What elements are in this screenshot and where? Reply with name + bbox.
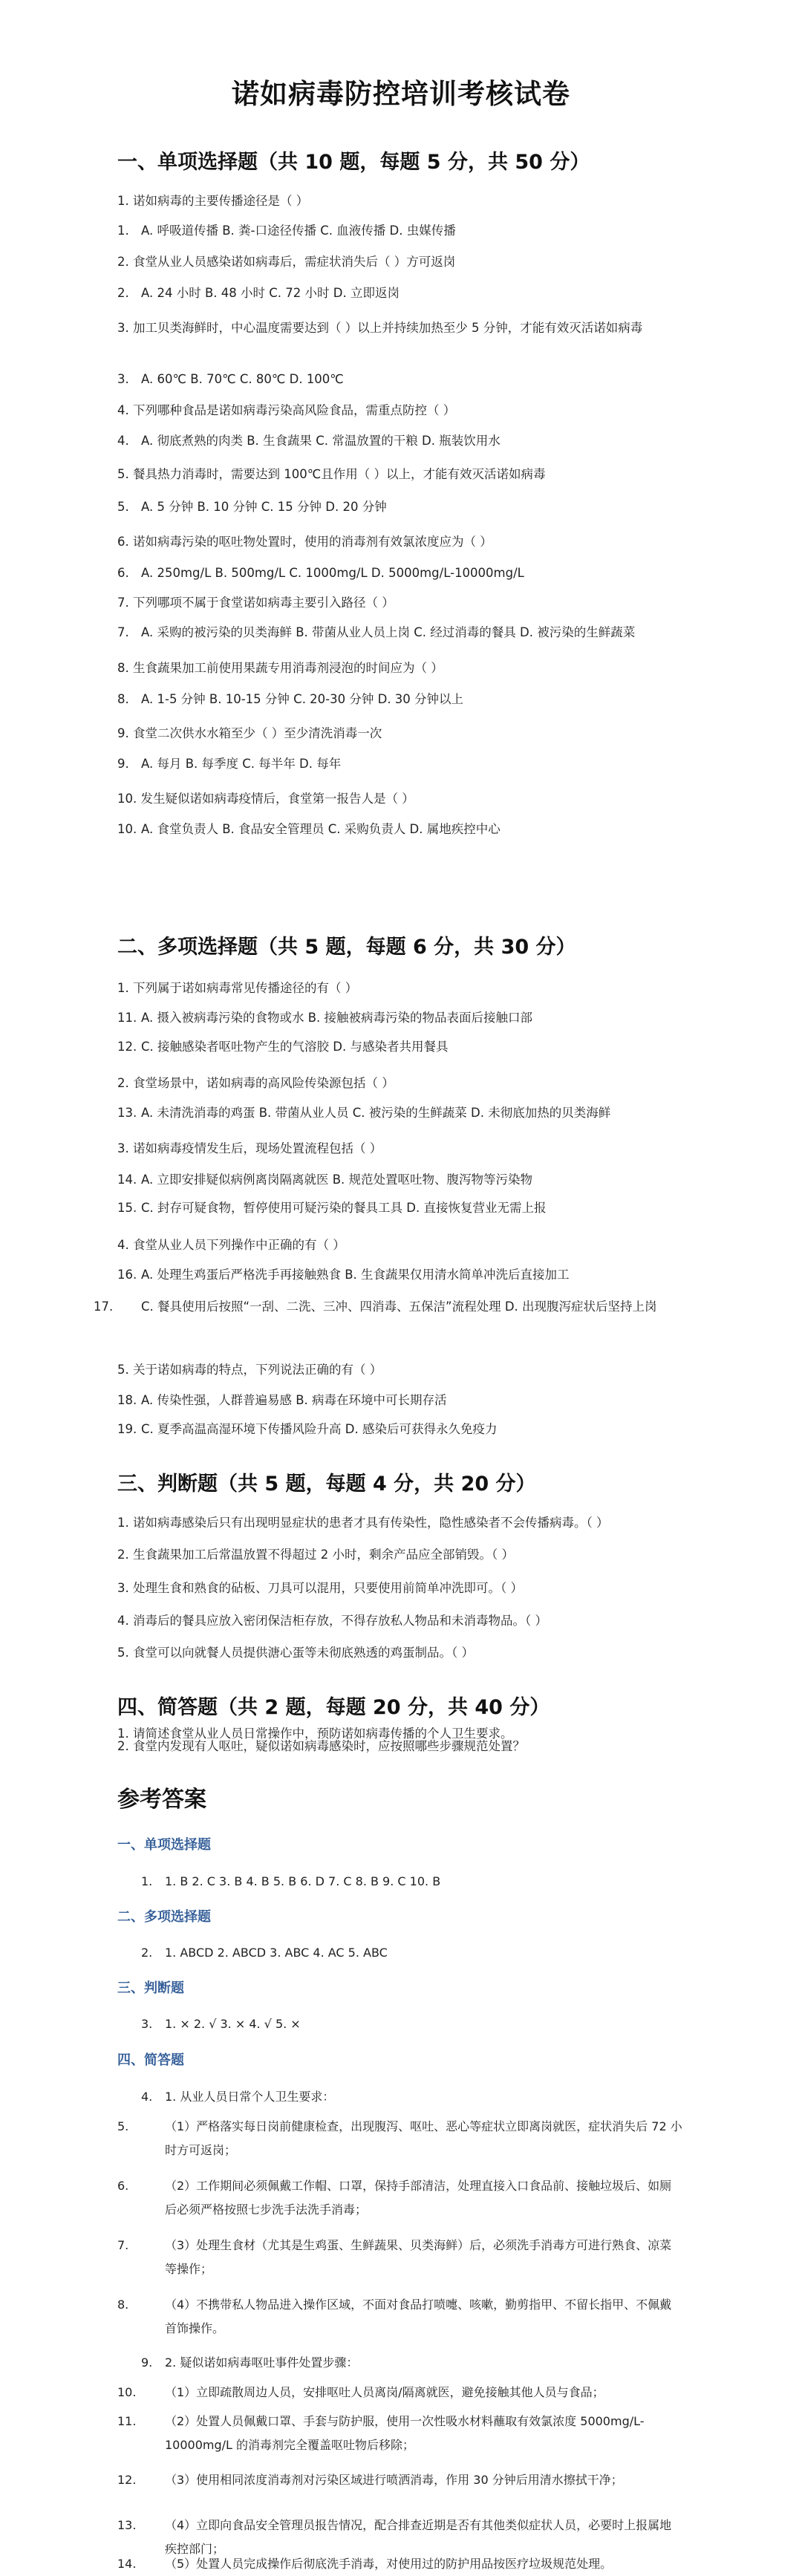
answer-line: 3. 1. × 2. √ 3. × 4. √ 5. × xyxy=(141,2017,301,2031)
question-options: 2. A. 24 小时 B. 48 小时 C. 72 小时 D. 立即返岗 xyxy=(117,286,400,300)
section-true-false-heading: 三、判断题（共 5 题，每题 4 分，共 20 分） xyxy=(117,1473,536,1496)
question: 1. 下列属于诺如病毒常见传播途径的有（ ） xyxy=(117,981,358,995)
answer-line: 1. 1. B 2. C 3. B 4. B 5. B 6. D 7. C 8. B 9. C 10. B xyxy=(141,1874,441,1888)
question-options: 14. A. 立即安排疑似病例离岗隔离就医 B. 规范处置呕吐物、腹泻物等污染物 xyxy=(117,1173,533,1187)
answer-line: 12. （3）使用相同浓度消毒剂对污染区域进行喷洒消毒，作用 30 分钟后用清水擦拭干净； xyxy=(117,2473,623,2487)
question-options: 13. A. 未清洗消毒的鸡蛋 B. 带菌从业人员 C. 被污染的生鲜蔬菜 D. 未彻底加热的贝类海鲜 xyxy=(117,1106,611,1120)
statement: 5. 食堂可以向就餐人员提供溏心蛋等未彻底熟透的鸡蛋制品。（ ） xyxy=(117,1646,474,1660)
question-options: 5. A. 5 分钟 B. 10 分钟 C. 15 分钟 D. 20 分钟 xyxy=(117,500,387,514)
document-title: 诺如病毒防控培训考核试卷 xyxy=(232,78,570,110)
question-options: 1. A. 呼吸道传播 B. 粪-口途径传播 C. 血液传播 D. 虫媒传播 xyxy=(117,224,456,238)
question: 7. 下列哪项不属于食堂诺如病毒主要引入路径（ ） xyxy=(117,596,394,610)
question-options: 7. A. 采购的被污染的贝类海鲜 B. 带菌从业人员上岗 C. 经过消毒的餐具 D. 被污染的生鲜蔬菜 xyxy=(117,625,636,639)
short-question: 1. 请简述食堂从业人员日常操作中，预防诺如病毒传播的个人卫生要求。 xyxy=(117,1726,513,1741)
answer-line: 11. （2）处置人员佩戴口罩、手套与防护服，使用一次性吸水材料蘸取有效氯浓度 5000mg/L-10000mg/L 的消毒剂完全覆盖呕吐物后移除； xyxy=(117,2414,645,2452)
question: 3. 加工贝类海鲜时，中心温度需要达到（ ）以上并持续加热至少 5 分钟，才能有效灭活诺如病毒 xyxy=(117,321,643,335)
question-options: 16. A. 处理生鸡蛋后严格洗手再接触熟食 B. 生食蔬果仅用清水简单冲洗后直接加工 xyxy=(117,1268,570,1282)
question: 4. 下列哪种食品是诺如病毒污染高风险食品，需重点防控（ ） xyxy=(117,403,456,417)
answers-judge-heading: 三、判断题 xyxy=(117,1980,184,1996)
question: 5. 餐具热力消毒时，需要达到 100℃且作用（ ）以上，才能有效灭活诺如病毒 xyxy=(117,467,546,481)
question: 2. 食堂场景中，诺如病毒的高风险传染源包括（ ） xyxy=(117,1076,394,1090)
answer-line: 5. （1）严格落实每日岗前健康检查，出现腹泻、呕吐、恶心等症状立即离岗就医，症状消失后 72 小时方可返岗； xyxy=(117,2119,682,2157)
question: 4. 食堂从业人员下列操作中正确的有（ ） xyxy=(117,1238,345,1252)
section-short-answer-heading: 四、简答题（共 2 题，每题 20 分，共 40 分） xyxy=(117,1696,550,1719)
question-options: 10. A. 食堂负责人 B. 食品安全管理员 C. 采购负责人 D. 属地疾控中心 xyxy=(117,822,501,836)
answer-line: 6. （2）工作期间必须佩戴工作帽、口罩，保持手部清洁，处理直接入口食品前、接触垃圾后、如厕后必须严格按照七步洗手法洗手消毒； xyxy=(117,2179,672,2217)
question: 2. 食堂从业人员感染诺如病毒后，需症状消失后（ ）方可返岗 xyxy=(117,255,456,269)
answer-line: 4. 1. 从业人员日常个人卫生要求： xyxy=(141,2090,335,2104)
answer-line: 13. （4）立即向食品安全管理员报告情况，配合排查近期是否有其他类似症状人员，必要时上报属地疾控部门； xyxy=(117,2518,672,2556)
question-options: 8. A. 1-5 分钟 B. 10-15 分钟 C. 20-30 分钟 D. 30 分钟以上 xyxy=(117,692,464,706)
answer-line: 2. 1. ABCD 2. ABCD 3. ABC 4. AC 5. ABC xyxy=(141,1946,388,1960)
question-options: 17. C. 餐具使用后按照“一刮、二洗、三冲、四消毒、五保洁”流程处理 D. 出现腹泻症状后坚持上岗 xyxy=(94,1300,657,1314)
question: 9. 食堂二次供水水箱至少（ ）至少清洗消毒一次 xyxy=(117,726,382,740)
section-multiple-choice-heading: 二、多项选择题（共 5 题，每题 6 分，共 30 分） xyxy=(117,936,576,959)
answers-single-heading: 一、单项选择题 xyxy=(117,1837,211,1853)
question-options: 11. A. 摄入被病毒污染的食物或水 B. 接触被病毒污染的物品表面后接触口部 xyxy=(117,1011,533,1025)
question: 5. 关于诺如病毒的特点，下列说法正确的有（ ） xyxy=(117,1363,382,1377)
answer-line: 8. （4）不携带私人物品进入操作区域，不面对食品打喷嚏、咳嗽，勤剪指甲、不留长指甲、不佩戴首饰操作。 xyxy=(117,2298,672,2335)
question: 6. 诺如病毒污染的呕吐物处置时，使用的消毒剂有效氯浓度应为（ ） xyxy=(117,535,492,549)
answers-heading: 参考答案 xyxy=(117,1787,206,1813)
section-single-choice-heading: 一、单项选择题（共 10 题，每题 5 分，共 50 分） xyxy=(117,151,590,174)
question-options: 19. C. 夏季高温高湿环境下传播风险升高 D. 感染后可获得永久免疫力 xyxy=(117,1422,498,1436)
question-options: 3. A. 60℃ B. 70℃ C. 80℃ D. 100℃ xyxy=(117,372,344,386)
question: 10. 发生疑似诺如病毒疫情后，食堂第一报告人是（ ） xyxy=(117,792,414,806)
statement: 3. 处理生食和熟食的砧板、刀具可以混用，只要使用前简单冲洗即可。（ ） xyxy=(117,1581,523,1595)
question: 3. 诺如病毒疫情发生后，现场处置流程包括（ ） xyxy=(117,1141,382,1155)
question-options: 9. A. 每月 B. 每季度 C. 每半年 D. 每年 xyxy=(117,757,342,771)
short-question: 2. 食堂内发现有人呕吐，疑似诺如病毒感染时，应按照哪些步骤规范处置？ xyxy=(117,1739,525,1753)
statement: 4. 消毒后的餐具应放入密闭保洁柜存放，不得存放私人物品和未消毒物品。（ ） xyxy=(117,1614,547,1628)
question: 8. 生食蔬果加工前使用果蔬专用消毒剂浸泡的时间应为（ ） xyxy=(117,661,443,675)
answers-multi-heading: 二、多项选择题 xyxy=(117,1909,211,1925)
question-options: 12. C. 接触感染者呕吐物产生的气溶胶 D. 与感染者共用餐具 xyxy=(117,1040,449,1054)
question: 1. 诺如病毒的主要传播途径是（ ） xyxy=(117,194,309,208)
answer-line: 9. 2. 疑似诺如病毒呕吐事件处置步骤： xyxy=(141,2355,359,2370)
question-options: 6. A. 250mg/L B. 500mg/L C. 1000mg/L D. 5000mg/L-10000mg/L xyxy=(117,566,524,580)
answer-line: 14. （5）处置人员完成操作后彻底洗手消毒，对使用过的防护用品按医疗垃圾规范处理。 xyxy=(117,2557,613,2571)
question-options: 4. A. 彻底煮熟的肉类 B. 生食蔬果 C. 常温放置的干粮 D. 瓶装饮用水 xyxy=(117,434,501,448)
statement: 1. 诺如病毒感染后只有出现明显症状的患者才具有传染性，隐性感染者不会传播病毒。（ ） xyxy=(117,1516,609,1530)
statement: 2. 生食蔬果加工后常温放置不得超过 2 小时，剩余产品应全部销毁。（ ） xyxy=(117,1548,514,1562)
answer-line: 10. （1）立即疏散周边人员，安排呕吐人员离岗/隔离就医，避免接触其他人员与食品； xyxy=(117,2385,604,2399)
answers-short-heading: 四、简答题 xyxy=(117,2052,184,2068)
answer-line: 7. （3）处理生食材（尤其是生鸡蛋、生鲜蔬果、贝类海鲜）后，必须洗手消毒方可进行熟食、凉菜等操作； xyxy=(117,2238,672,2276)
question-options: 15. C. 封存可疑食物，暂停使用可疑污染的餐具工具 D. 直接恢复营业无需上报 xyxy=(117,1201,547,1215)
question-options: 18. A. 传染性强，人群普遍易感 B. 病毒在环境中可长期存活 xyxy=(117,1393,447,1407)
